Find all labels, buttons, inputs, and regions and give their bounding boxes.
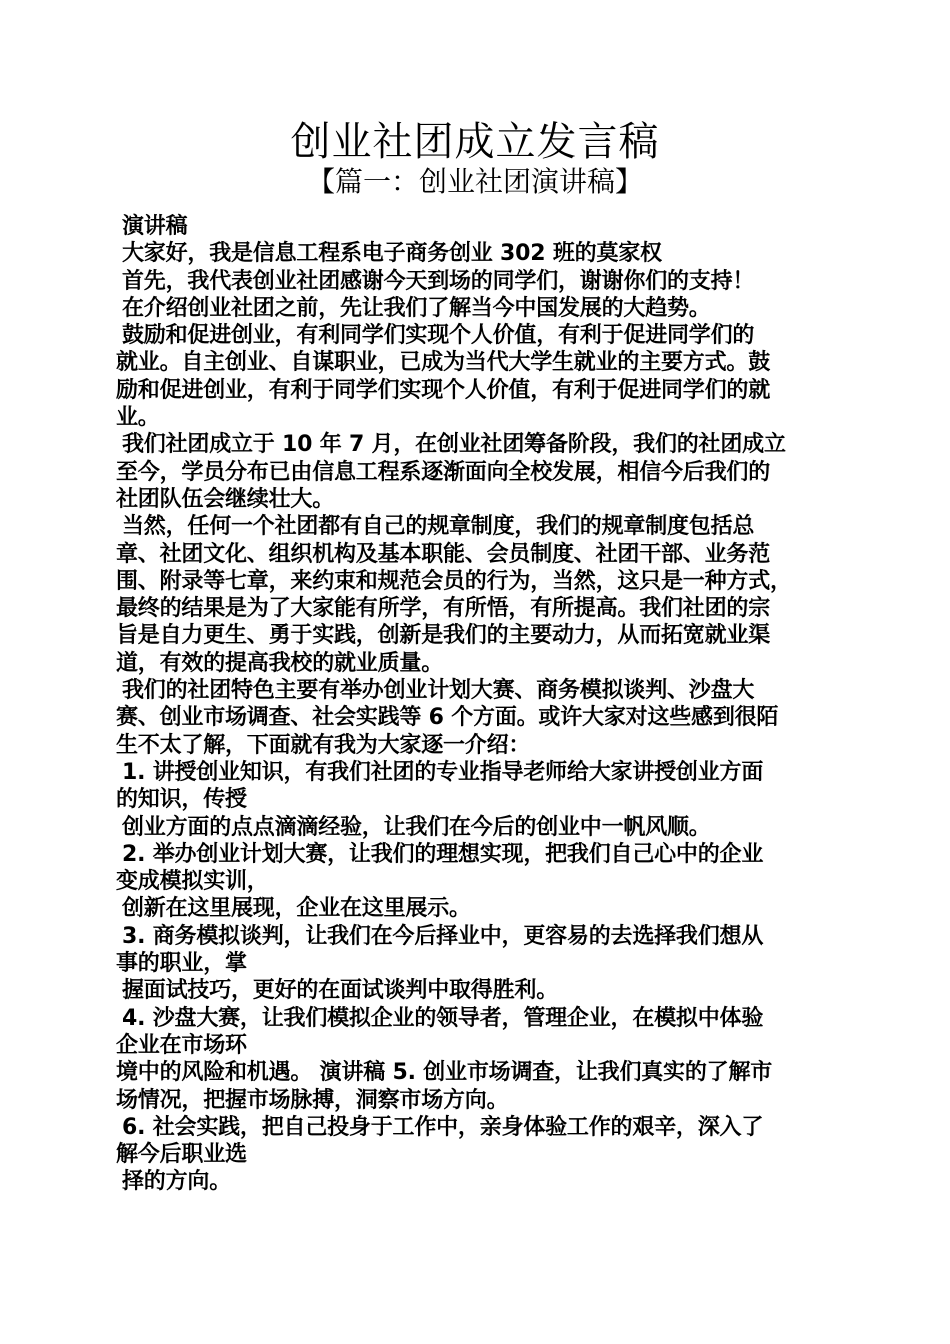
text-line: 当然，任何一个社团都有自己的规章制度，我们的规章制度包括总: [122, 514, 755, 540]
text-line: 6. 社会实践，把自己投身于工作中，亲身体验工作的艰辛，深入了: [122, 1114, 764, 1140]
text-line: 道，有效的提高我校的就业质量。: [116, 650, 444, 676]
text-line: 演讲稿: [122, 214, 188, 239]
text-line: 场情况，把握市场脉搏，洞察市场方向。: [116, 1087, 509, 1113]
text-line: 1. 讲授创业知识，有我们社团的专业指导老师给大家讲授创业方面: [122, 759, 764, 785]
text-line: 大家好，我是信息工程系电子商务创业 302 班的莫家权: [122, 241, 662, 267]
text-line: 章、社团文化、组织机构及基本职能、会员制度、社团干部、业务范: [116, 541, 771, 567]
text-line: 事的职业，掌: [116, 951, 247, 977]
text-line: 首先，我代表创业社团感谢今天到场的同学们，谢谢你们的支持！: [122, 268, 755, 294]
document-body: [116, 213, 836, 1196]
page-title: 创业社团成立发言稿: [290, 119, 660, 165]
text-line: 业。: [116, 405, 160, 431]
text-line: 创新在这里展现，企业在这里展示。: [122, 896, 471, 922]
text-line: 变成模拟实训，: [116, 869, 269, 895]
text-line: 握面试技巧，更好的在面试谈判中取得胜利。: [122, 978, 559, 1004]
text-line: 择的方向。: [122, 1169, 232, 1195]
text-line: 赛、创业市场调查、社会实践等 6 个方面。或许大家对这些感到很陌: [116, 705, 779, 731]
text-line: 社团队伍会继续壮大。: [116, 486, 335, 512]
text-line: 境中的风险和机遇。 演讲稿 5. 创业市场调查，让我们真实的了解市: [116, 1060, 773, 1086]
text-line: 2. 举办创业计划大赛，让我们的理想实现，把我们自己心中的企业: [122, 841, 764, 867]
text-line: 解今后职业选: [116, 1142, 247, 1168]
text-line: 4. 沙盘大赛，让我们模拟企业的领导者，管理企业，在模拟中体验: [122, 1005, 764, 1031]
page-subtitle: 【篇一：创业社团演讲稿】: [306, 165, 643, 198]
text-line: 我们的社团特色主要有举办创业计划大赛、商务模拟谈判、沙盘大: [122, 678, 755, 704]
text-line: 创业方面的点点滴滴经验，让我们在今后的创业中一帆风顺。: [122, 814, 711, 840]
text-line: 生不太了解，下面就有我为大家逐一介绍：: [116, 732, 531, 758]
text-line: 在介绍创业社团之前，先让我们了解当今中国发展的大趋势。: [122, 295, 711, 321]
text-line: 企业在市场环: [116, 1032, 247, 1058]
text-line: 围、附录等七章，来约束和规范会员的行为，当然，这只是一种方式，: [116, 568, 792, 594]
text-line: 我们社团成立于 10 年 7 月，在创业社团筹备阶段，我们的社团成立: [122, 432, 786, 458]
text-line: 3. 商务模拟谈判，让我们在今后择业中，更容易的去选择我们想从: [122, 923, 764, 949]
text-line: 励和促进创业，有利于同学们实现个人价值，有利于促进同学们的就: [116, 377, 771, 403]
text-line: 的知识，传授: [116, 787, 247, 813]
text-line: 至今，学员分布已由信息工程系逐渐面向全校发展，相信今后我们的: [116, 459, 771, 485]
text-line: 鼓励和促进创业，有利同学们实现个人价值，有利于促进同学们的: [122, 323, 755, 349]
text-line: 最终的结果是为了大家能有所学，有所悟，有所提高。我们社团的宗: [116, 596, 771, 622]
text-line: 就业。自主创业、自谋职业，已成为当代大学生就业的主要方式。鼓: [116, 350, 771, 376]
text-line: 旨是自力更生、勇于实践，创新是我们的主要动力，从而拓宽就业渠: [116, 623, 771, 649]
